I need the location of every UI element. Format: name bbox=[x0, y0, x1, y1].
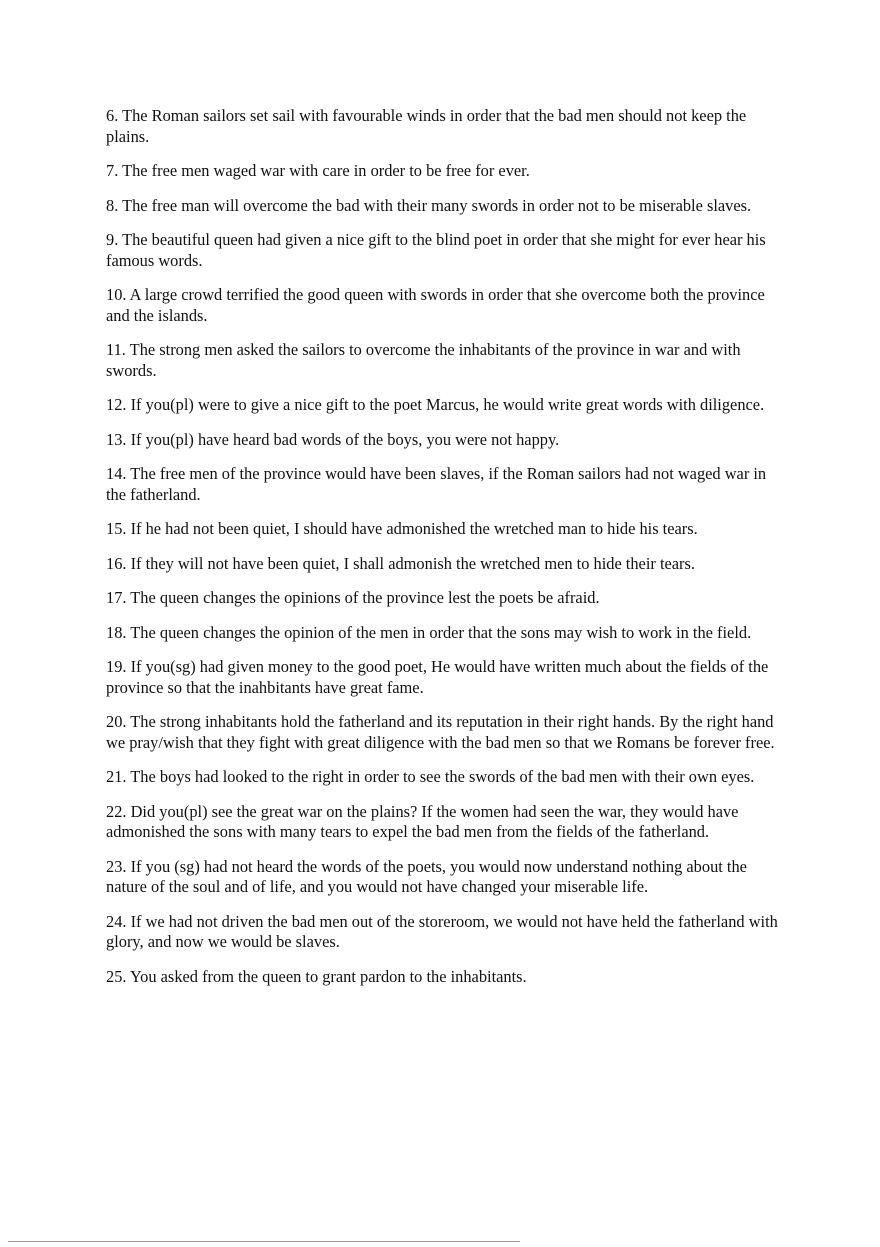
sentence-item-14: 14. The free men of the province would have been slaves, if the Roman sailors had not waged war in the fatherland. bbox=[106, 464, 767, 504]
sentence-item-18: 18. The queen changes the opinion of the men in order that the sons may wish to work in the field. bbox=[106, 622, 752, 642]
sentence-item-17: 17. The queen changes the opinions of the province lest the poets be afraid. bbox=[106, 588, 600, 607]
sentence-item-6: 6. The Roman sailors set sail with favourable winds in order that the bad men should not keep the plains. bbox=[106, 106, 747, 146]
sentence-item-21: 21. The boys had looked to the right in order to see the swords of the bad men with their own eyes. bbox=[106, 767, 755, 786]
sentence-list bbox=[106, 106, 778, 1001]
sentence-item-13: 13. If you(pl) have heard bad words of the boys, you were not happy. bbox=[106, 429, 560, 449]
sentence-item-7: 7. The free men waged war with care in order to be free for ever. bbox=[106, 161, 530, 180]
sentence-item-8: 8. The free man will overcome the bad with their many swords in order not to be miserable slaves. bbox=[106, 195, 752, 215]
sentence-item-25: 25. You asked from the queen to grant pardon to the inhabitants. bbox=[106, 966, 527, 986]
sentence-item-11: 11. The strong men asked the sailors to overcome the inhabitants of the province in war and with swords. bbox=[106, 340, 741, 380]
sentence-item-23: 23. If you (sg) had not heard the words of the poets, you would now understand nothing about the nature of the soul and of life, and you would not have changed your miserable life. bbox=[106, 856, 747, 896]
sentence-item-10: 10. A large crowd terrified the good queen with swords in order that she overcome both the province and the islands. bbox=[106, 285, 765, 325]
sentence-item-16: 16. If they will not have been quiet, I shall admonish the wretched men to hide their tears. bbox=[106, 553, 695, 573]
sentence-item-22: 22. Did you(pl) see the great war on the plains? If the women had seen the war, they would have admonished the sons with many tears to expel the bad men from the fields of the fatherland. bbox=[106, 801, 739, 841]
sentence-item-15: 15. If he had not been quiet, I should have admonished the wretched man to hide his tears. bbox=[106, 519, 698, 538]
sentence-item-19: 19. If you(sg) had given money to the good poet, He would have written much about the fields of the province so that the inahbitants have great fame. bbox=[106, 657, 769, 697]
sentence-item-12: 12. If you(pl) were to give a nice gift to the poet Marcus, he would write great words with diligence. bbox=[106, 395, 765, 414]
footer-divider bbox=[8, 1241, 520, 1242]
sentence-item-9: 9. The beautiful queen had given a nice gift to the blind poet in order that she might for ever hear his famous words. bbox=[106, 230, 766, 270]
sentence-item-20: 20. The strong inhabitants hold the fatherland and its reputation in their right hands. By the right hand we pray/wish that they fight with great diligence with the bad men so that we Romans be forever free. bbox=[106, 712, 775, 752]
sentence-item-24: 24. If we had not driven the bad men out of the storeroom, we would not have held the fatherland with glory, and now we would be slaves. bbox=[106, 911, 778, 951]
